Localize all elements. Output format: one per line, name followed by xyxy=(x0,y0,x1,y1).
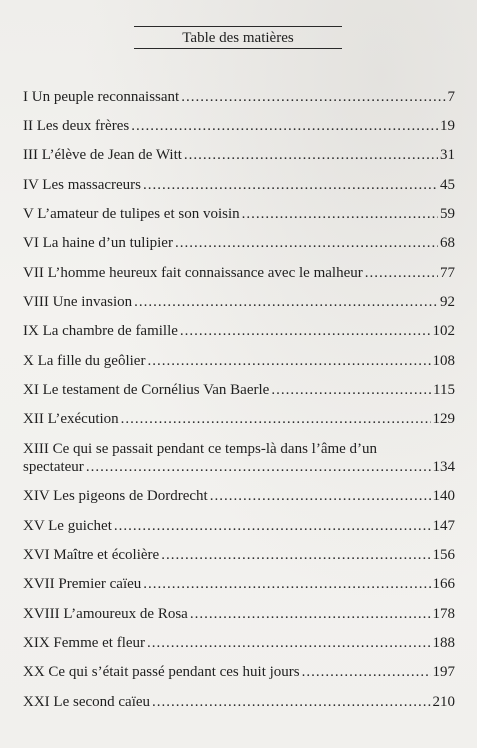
toc-entry xyxy=(23,146,455,164)
entry-page: 7 xyxy=(447,89,455,105)
entry-title-line1: XIII Ce qui se passait pendant ce temps-là dans l’âme d’un xyxy=(23,441,378,457)
dot-leader xyxy=(114,517,431,535)
toc-entry xyxy=(23,234,455,252)
entry-title: XII L’exécution xyxy=(23,411,119,427)
entry-title: V L’amateur de tulipes et son voisin xyxy=(23,206,240,222)
entry-title: I Un peuple reconnaissant xyxy=(23,89,180,105)
toc-entry xyxy=(23,693,455,711)
entry-page: 92 xyxy=(440,294,455,310)
toc-entry xyxy=(23,410,455,428)
entry-title: II Les deux frères xyxy=(23,118,130,134)
dot-leader xyxy=(143,575,430,593)
entry-title: XVIII L’amoureux de Rosa xyxy=(23,606,188,622)
toc-entry xyxy=(23,605,455,623)
toc-entry xyxy=(23,176,455,194)
entry-page: 147 xyxy=(432,518,455,534)
entry-title: XXI Le second caïeu xyxy=(23,694,151,710)
dot-leader xyxy=(152,693,430,711)
dot-leader xyxy=(147,352,430,370)
entry-title: XI Le testament de Cornélius Van Baerle xyxy=(23,382,270,398)
entry-page: 115 xyxy=(433,382,455,398)
toc-entry xyxy=(23,352,455,370)
dot-leader xyxy=(143,176,438,194)
dot-leader xyxy=(161,546,430,564)
entry-title: XV Le guichet xyxy=(23,518,112,534)
dot-leader xyxy=(86,458,431,476)
toc-heading: Table des matières xyxy=(134,26,342,49)
entry-title: X La fille du geôlier xyxy=(23,353,146,369)
dot-leader xyxy=(302,663,431,681)
entry-title: VIII Une invasion xyxy=(23,294,133,310)
dot-leader xyxy=(147,634,430,652)
toc-entry xyxy=(23,88,455,106)
dot-leader xyxy=(190,605,431,623)
entry-page: 197 xyxy=(432,664,455,680)
dot-leader xyxy=(242,205,438,223)
entry-page: 31 xyxy=(440,147,455,163)
entry-page: 102 xyxy=(432,323,455,339)
entry-title: spectateur xyxy=(23,459,84,475)
toc-entry xyxy=(23,322,455,340)
entry-page: 188 xyxy=(432,635,455,651)
dot-leader xyxy=(271,381,431,399)
entry-title: XX Ce qui s’était passé pendant ces huit jours xyxy=(23,664,300,680)
entry-title: XIV Les pigeons de Dordrecht xyxy=(23,488,208,504)
dot-leader xyxy=(175,234,438,252)
entry-title: VII L’homme heureux fait connaissance avec le malheur xyxy=(23,265,363,281)
dot-leader xyxy=(365,264,438,282)
toc-entry xyxy=(23,663,455,681)
entry-page: 210 xyxy=(432,694,455,710)
entry-page: 19 xyxy=(440,118,455,134)
toc-entry xyxy=(23,546,455,564)
dot-leader xyxy=(134,293,438,311)
entry-title: XVII Premier caïeu xyxy=(23,576,142,592)
toc-entry xyxy=(23,117,455,135)
toc-entry xyxy=(23,381,455,399)
toc-entry xyxy=(23,575,455,593)
entry-page: 129 xyxy=(432,411,455,427)
entry-page: 134 xyxy=(432,459,455,475)
entry-page: 45 xyxy=(440,177,455,193)
dot-leader xyxy=(131,117,438,135)
dot-leader xyxy=(121,410,431,428)
dot-leader xyxy=(210,487,431,505)
entry-page: 59 xyxy=(440,206,455,222)
entry-page: 156 xyxy=(432,547,455,563)
dot-leader xyxy=(184,146,438,164)
entry-title: VI La haine d’un tulipier xyxy=(23,235,173,251)
entry-page: 178 xyxy=(432,606,455,622)
toc-entry xyxy=(23,264,455,282)
entry-title: IX La chambre de famille xyxy=(23,323,178,339)
entry-title: XVI Maître et écolière xyxy=(23,547,160,563)
toc-entry xyxy=(23,205,455,223)
entry-page: 108 xyxy=(432,353,455,369)
dot-leader xyxy=(181,88,445,106)
toc-entry xyxy=(23,487,455,505)
entry-title: III L’élève de Jean de Witt xyxy=(23,147,182,163)
toc-entry xyxy=(23,517,455,535)
toc-entry xyxy=(23,440,455,476)
toc-entry xyxy=(23,634,455,652)
entry-page: 140 xyxy=(432,488,455,504)
entry-page: 68 xyxy=(440,235,455,251)
dot-leader xyxy=(180,322,431,340)
toc-entry xyxy=(23,293,455,311)
entry-title: XIX Femme et fleur xyxy=(23,635,146,651)
entry-page: 166 xyxy=(432,576,455,592)
entry-page: 77 xyxy=(440,265,455,281)
entry-title: IV Les massacreurs xyxy=(23,177,142,193)
